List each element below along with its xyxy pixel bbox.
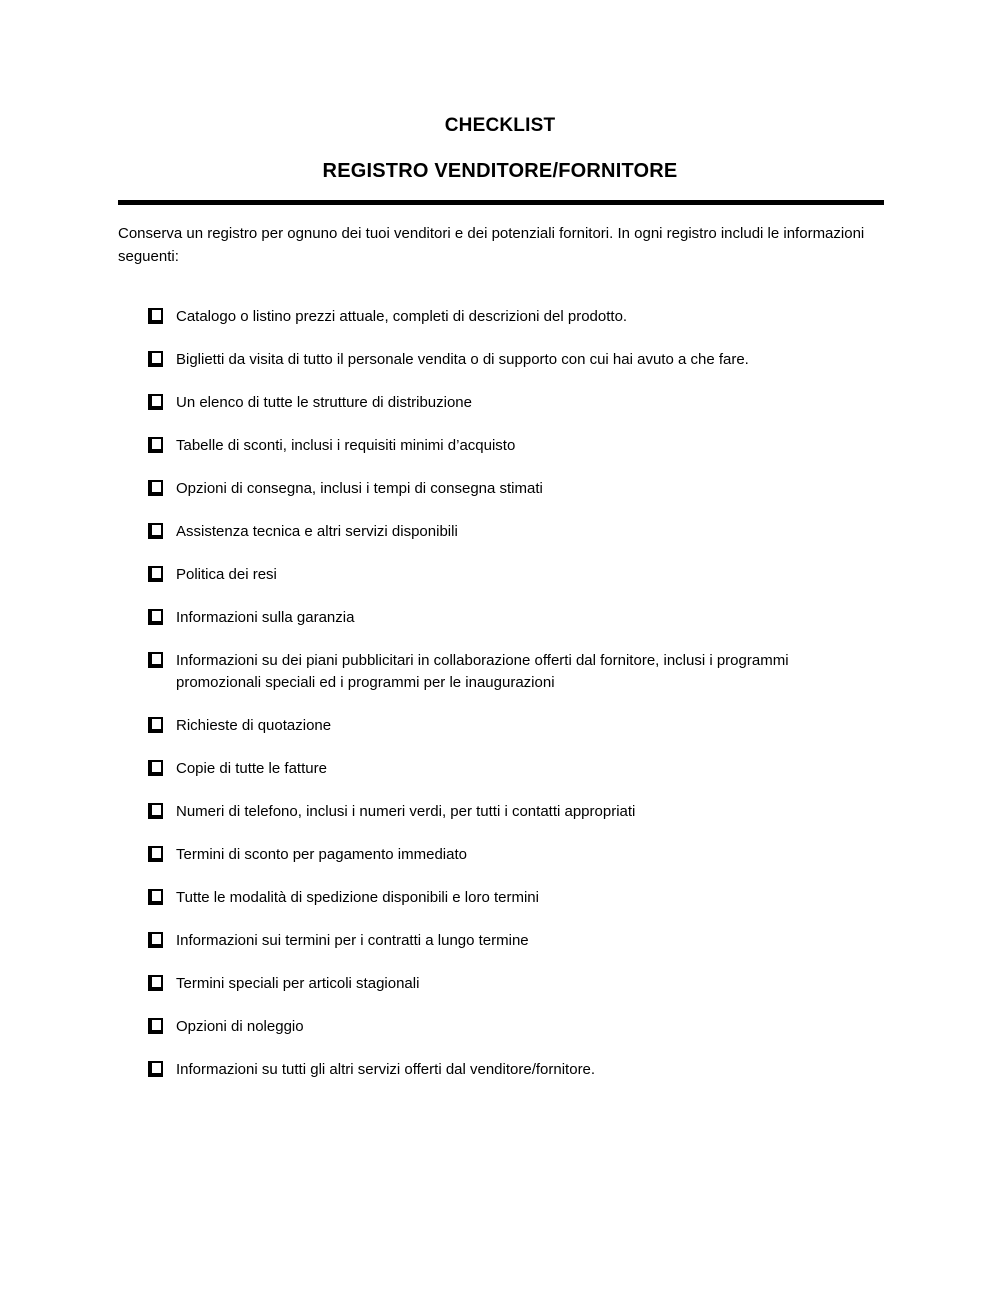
checklist-item bbox=[148, 801, 1000, 823]
checkbox-icon bbox=[148, 394, 163, 410]
checkbox-icon bbox=[148, 889, 163, 905]
checklist-item-label: Un elenco di tutte le strutture di distribuzione bbox=[176, 394, 472, 411]
checklist-item bbox=[148, 392, 1000, 414]
checklist-item bbox=[148, 1016, 1000, 1038]
checklist-item-label: Termini speciali per articoli stagionali bbox=[176, 975, 420, 992]
checklist-item-label: Richieste di quotazione bbox=[176, 717, 332, 734]
document-header bbox=[0, 0, 1000, 183]
checkbox-icon bbox=[148, 975, 163, 991]
checkbox-icon bbox=[148, 437, 163, 453]
checkbox-icon bbox=[148, 480, 163, 496]
checkbox-icon bbox=[148, 760, 163, 776]
checklist-item bbox=[148, 349, 1000, 371]
checklist-item bbox=[148, 930, 1000, 952]
checklist-item bbox=[148, 521, 1000, 543]
checkbox-icon bbox=[148, 652, 163, 668]
checklist-item bbox=[148, 478, 1000, 500]
horizontal-rule bbox=[118, 200, 884, 205]
checkbox-icon bbox=[148, 351, 163, 367]
checklist-item-label: Numeri di telefono, inclusi i numeri verdi, per tutti i contatti appropriati bbox=[176, 803, 636, 820]
checklist-item-label: Biglietti da visita di tutto il personale vendita o di supporto con cui hai avuto a che fare. bbox=[176, 351, 749, 368]
checklist bbox=[148, 306, 1000, 1081]
checklist-item-label: Copie di tutte le fatture bbox=[176, 760, 327, 777]
checklist-item-label: Opzioni di noleggio bbox=[176, 1018, 304, 1035]
checkbox-icon bbox=[148, 566, 163, 582]
checklist-item-label: Tutte le modalità di spedizione disponibili e loro termini bbox=[176, 889, 539, 906]
checklist-item bbox=[148, 973, 1000, 995]
checklist-item bbox=[148, 715, 1000, 737]
checkbox-icon bbox=[148, 1018, 163, 1034]
checklist-item bbox=[148, 607, 1000, 629]
checklist-item bbox=[148, 887, 1000, 909]
checklist-item bbox=[148, 844, 1000, 866]
checklist-item bbox=[148, 435, 1000, 457]
checklist-item-label: Termini di sconto per pagamento immediato bbox=[176, 846, 467, 863]
checklist-item-label: Informazioni sulla garanzia bbox=[176, 609, 355, 626]
checklist-item-label: Catalogo o listino prezzi attuale, completi di descrizioni del prodotto. bbox=[176, 308, 628, 325]
checkbox-icon bbox=[148, 803, 163, 819]
checklist-item-label: Politica dei resi bbox=[176, 566, 277, 583]
checklist-item bbox=[148, 1059, 1000, 1081]
checklist-item bbox=[148, 564, 1000, 586]
checkbox-icon bbox=[148, 932, 163, 948]
checkbox-icon bbox=[148, 846, 163, 862]
checklist-item-label: Informazioni su tutti gli altri servizi offerti dal venditore/fornitore. bbox=[176, 1061, 596, 1078]
checkbox-icon bbox=[148, 523, 163, 539]
intro-paragraph: Conserva un registro per ognuno dei tuoi venditori e dei potenziali fornitori. In ogni registro includi le informazioni seguenti: bbox=[118, 225, 865, 265]
checkbox-icon bbox=[148, 1061, 163, 1077]
checklist-item-label: Informazioni sui termini per i contratti a lungo termine bbox=[176, 932, 529, 949]
checklist-item-label: Assistenza tecnica e altri servizi disponibili bbox=[176, 523, 458, 540]
checkbox-icon bbox=[148, 717, 163, 733]
document-subtitle: REGISTRO VENDITORE/FORNITORE bbox=[322, 160, 678, 182]
checkbox-icon bbox=[148, 609, 163, 625]
checkbox-icon bbox=[148, 308, 163, 324]
checklist-item bbox=[148, 758, 1000, 780]
checklist-item bbox=[148, 306, 1000, 328]
document-title: CHECKLIST bbox=[444, 115, 556, 136]
checklist-item-label: Opzioni di consegna, inclusi i tempi di consegna stimati bbox=[176, 480, 543, 497]
checklist-item-label: Tabelle di sconti, inclusi i requisiti minimi d’acquisto bbox=[176, 437, 516, 454]
checklist-item bbox=[148, 650, 1000, 694]
checklist-item-label: Informazioni su dei piani pubblicitari in collaborazione offerti dal fornitore, inclusi i programmi promozionali speciali ed i programmi per le inaugurazioni bbox=[176, 652, 789, 691]
